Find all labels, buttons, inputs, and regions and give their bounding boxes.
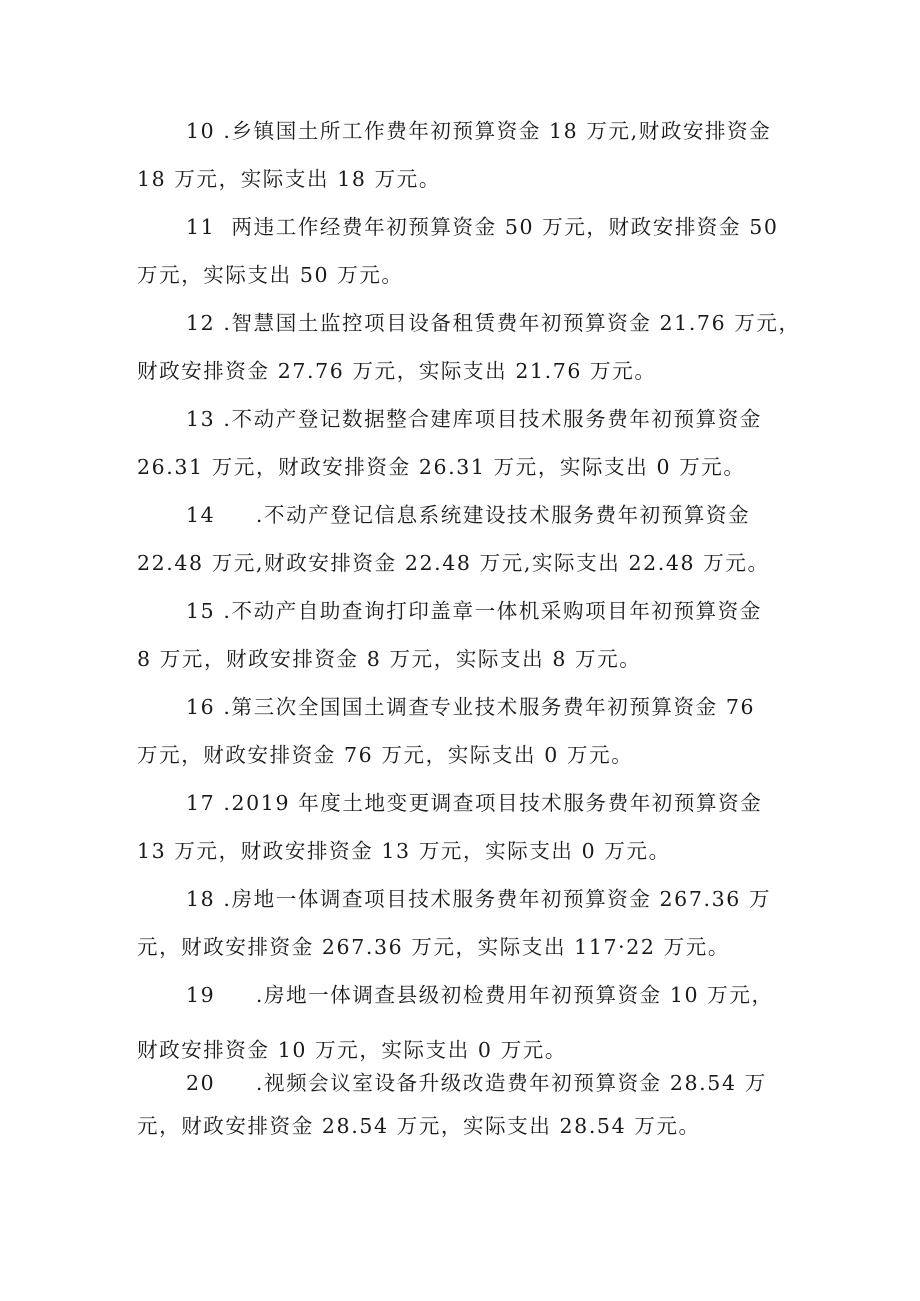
item-line-1: 18 .房地一体调查项目技术服务费年初预算资金 267.36 万	[186, 887, 772, 911]
item-line-2: 财政安排资金 10 万元，实际支出 0 万元。	[137, 1038, 567, 1062]
item-line-2: 18 万元，实际支出 18 万元。	[137, 167, 441, 191]
item-line-1: 11 两违工作经费年初预算资金 50 万元，财政安排资金 50	[186, 215, 779, 239]
item-line-2: 万元，财政安排资金 76 万元，实际支出 0 万元。	[137, 743, 634, 767]
item-line-2: 8 万元，财政安排资金 8 万元，实际支出 8 万元。	[137, 647, 642, 671]
item-line-1: 15 .不动产自助查询打印盖章一体机采购项目年初预算资金	[186, 599, 762, 623]
item-line-1: 17 .2019 年度土地变更调查项目技术服务费年初预算资金	[186, 791, 763, 815]
item-line-1: 14 .不动产登记信息系统建设技术服务费年初预算资金	[186, 503, 751, 527]
item-line-2: 元，财政安排资金 267.36 万元，实际支出 117·22 万元。	[137, 935, 730, 959]
item-line-2: 13 万元，财政安排资金 13 万元，实际支出 0 万元。	[137, 839, 671, 863]
item-line-1: 13 .不动产登记数据整合建库项目技术服务费年初预算资金	[186, 407, 762, 431]
item-line-2: 万元，实际支出 50 万元。	[137, 263, 404, 287]
item-line-2: 财政安排资金 27.76 万元，实际支出 21.76 万元。	[137, 359, 657, 383]
item-line-2: 22.48 万元,财政安排资金 22.48 万元,实际支出 22.48 万元。	[137, 551, 770, 575]
item-line-1: 20 .视频会议室设备升级改造费年初预算资金 28.54 万	[186, 1071, 767, 1095]
item-line-1: 19 .房地一体调查县级初检费用年初预算资金 10 万元，	[186, 983, 774, 1007]
item-line-1: 12 .智慧国土监控项目设备租赁费年初预算资金 21.76 万元，	[186, 311, 801, 335]
item-line-2: 26.31 万元，财政安排资金 26.31 万元，实际支出 0 万元。	[137, 455, 746, 479]
item-line-1: 16 .第三次全国国土调查专业技术服务费年初预算资金 76	[186, 695, 756, 719]
item-line-1: 10 .乡镇国土所工作费年初预算资金 18 万元,财政安排资金	[186, 119, 772, 143]
item-line-2: 元，财政安排资金 28.54 万元，实际支出 28.54 万元。	[137, 1114, 701, 1138]
